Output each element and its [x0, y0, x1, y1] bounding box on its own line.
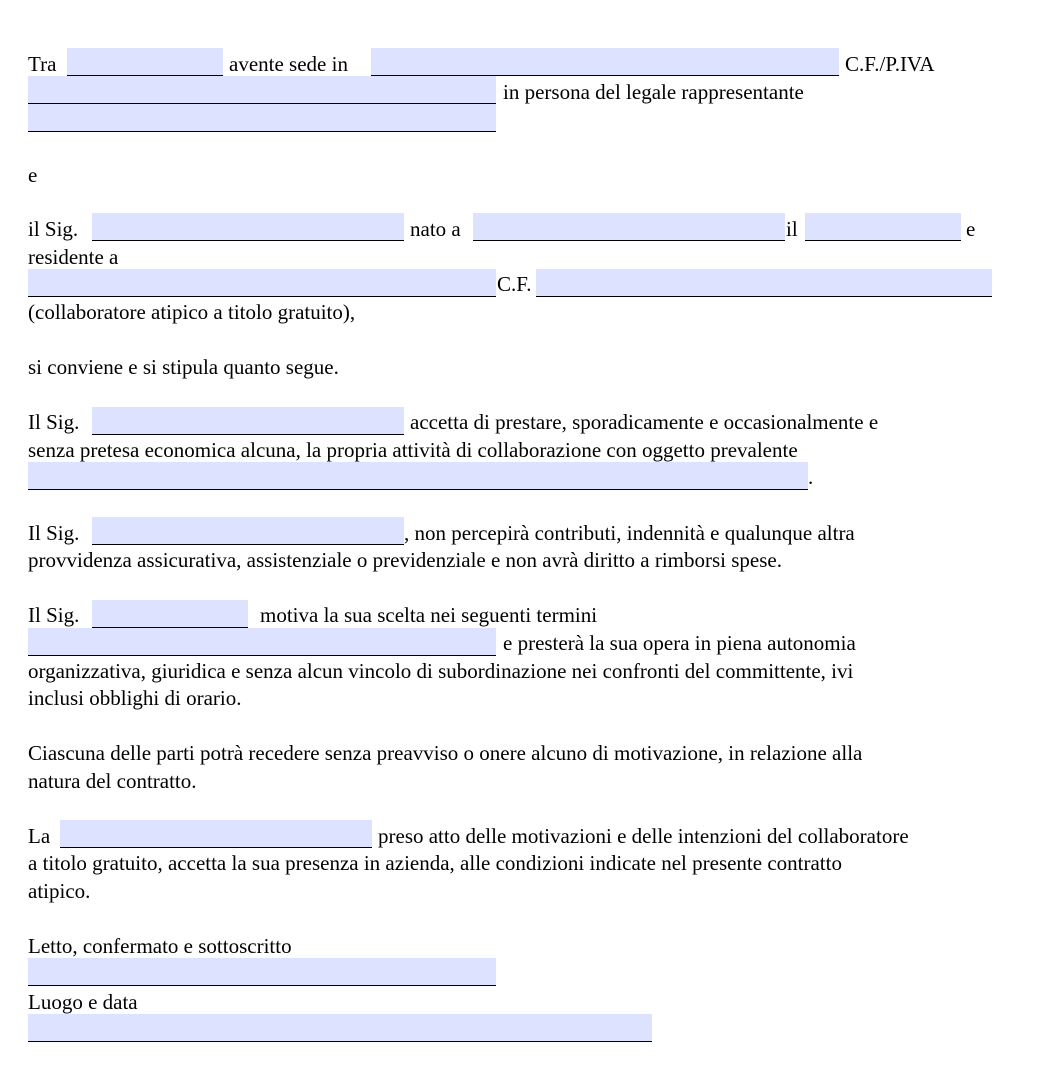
text-nato-a: nato a	[410, 217, 461, 241]
text-cf: C.F.	[497, 272, 532, 296]
text-non-percepira-line2: provvidenza assicurativa, assistenziale o previdenziale e non avrà diritto a rimborsi spese.	[28, 548, 782, 572]
motivation-field[interactable]	[28, 628, 496, 656]
residence-field[interactable]	[28, 269, 496, 297]
collaborator-name-3-field[interactable]	[92, 517, 404, 545]
text-organizzativa: organizzativa, giuridica e senza alcun vincolo di subordinazione nei confronti del committente, ivi	[28, 659, 854, 683]
text-il-sig-3: Il Sig.	[28, 521, 80, 545]
text-ciascuna-line1: Ciascuna delle parti potrà recedere senza preavviso o onere alcuno di motivazione, in relazione alla	[28, 741, 863, 765]
text-ciascuna-line2: natura del contratto.	[28, 769, 197, 793]
text-preso-atto-line1: preso atto delle motivazioni e delle intenzioni del collaboratore	[378, 824, 909, 848]
text-period: .	[808, 465, 814, 489]
text-in-persona: in persona del legale rappresentante	[503, 80, 804, 104]
birth-place-field[interactable]	[473, 213, 785, 241]
text-avente-sede-in: avente sede in	[229, 52, 348, 76]
text-si-conviene: si conviene e si stipula quanto segue.	[28, 355, 339, 379]
activity-object-field[interactable]	[28, 462, 808, 490]
company-name-field[interactable]	[67, 48, 223, 76]
text-e-conjunction: e	[28, 163, 38, 187]
text-prestera: e presterà la sua opera in piena autonomia	[503, 631, 856, 655]
text-non-percepira-line1: , non percepirà contributi, indennità e qualunque altra	[404, 521, 855, 545]
text-accetta-line2: senza pretesa economica alcuna, la propria attività di collaborazione con oggetto prevalente	[28, 438, 798, 462]
collaborator-name-4-field[interactable]	[92, 600, 248, 628]
text-la: La	[28, 824, 51, 848]
signature-field[interactable]	[28, 958, 496, 986]
text-accetta-line1: accetta di prestare, sporadicamente e occasionalmente e	[410, 410, 879, 434]
company-name-2-field[interactable]	[60, 820, 372, 848]
collaborator-name-field[interactable]	[92, 213, 404, 241]
company-seat-field[interactable]	[371, 48, 839, 76]
text-motiva: motiva la sua scelta nei seguenti termini	[260, 603, 598, 627]
text-inclusi: inclusi obblighi di orario.	[28, 686, 242, 710]
text-e-residente: e	[966, 217, 976, 241]
collaborator-cf-field[interactable]	[536, 269, 992, 297]
birth-date-field[interactable]	[805, 213, 961, 241]
text-preso-atto-line2: a titolo gratuito, accetta la sua presenza in azienda, alle condizioni indicate nel presente contratto	[28, 851, 842, 875]
legal-representative-field[interactable]	[28, 104, 496, 132]
company-cf-piva-field[interactable]	[28, 76, 496, 104]
text-il-sig-2: Il Sig.	[28, 410, 80, 434]
text-atipico: atipico.	[28, 879, 91, 903]
text-il-sig-4: Il Sig.	[28, 603, 80, 627]
collaborator-name-2-field[interactable]	[92, 407, 404, 435]
text-cf-piva: C.F./P.IVA	[845, 52, 935, 76]
text-il-sig-1: il Sig.	[28, 217, 79, 241]
text-tra: Tra	[28, 52, 57, 76]
text-letto: Letto, confermato e sottoscritto	[28, 934, 292, 958]
text-residente-a: residente a	[28, 245, 119, 269]
text-il-date: il	[786, 217, 798, 241]
text-collaboratore: (collaboratore atipico a titolo gratuito),	[28, 300, 356, 324]
place-date-field[interactable]	[28, 1014, 652, 1042]
text-luogo-data: Luogo e data	[28, 990, 138, 1014]
